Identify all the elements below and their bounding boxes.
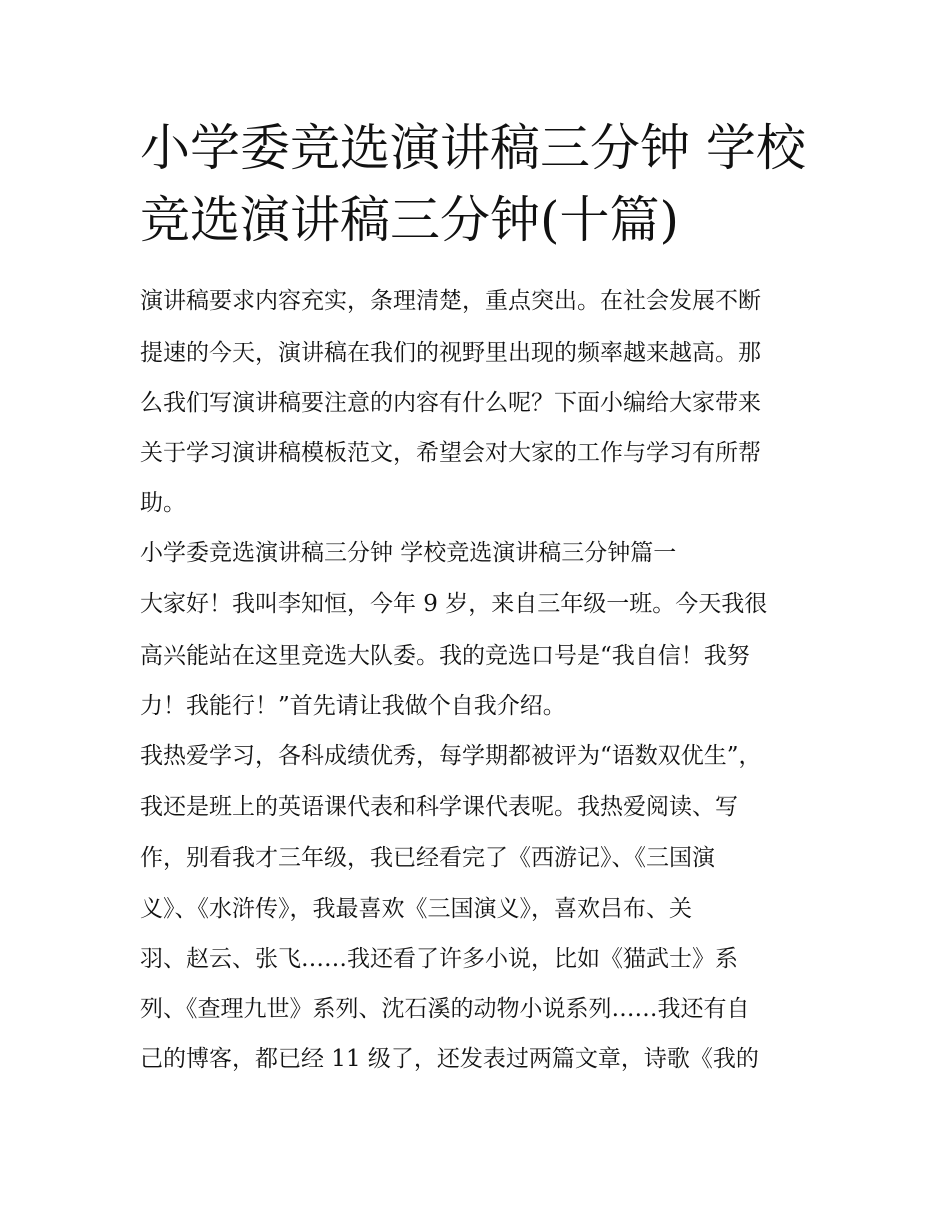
intro-line-4: 关于学习演讲稿模板范文，希望会对大家的工作与学习有所帮 [140, 440, 761, 466]
paragraph2-line-2: 我还是班上的英语课代表和科学课代表呢。我热爱阅读、写 [140, 794, 738, 820]
title-line-2: 竞选演讲稿三分钟(十篇) [140, 191, 680, 249]
intro-line-1: 演讲稿要求内容充实，条理清楚，重点突出。在社会发展不断 [140, 288, 761, 314]
intro-line-3: 么我们写演讲稿要注意的内容有什么呢？下面小编给大家带来 [140, 390, 761, 416]
document-title [140, 112, 830, 256]
title-line-1: 小学委竞选演讲稿三分钟 学校 [140, 119, 806, 177]
section-heading: 小学委竞选演讲稿三分钟 学校竞选演讲稿三分钟篇一 [140, 540, 677, 566]
paragraph2-line-5: 羽、赵云、张飞……我还看了许多小说，比如《猫武士》系 [140, 946, 738, 972]
paragraph2-line-1: 我热爱学习，各科成绩优秀，每学期都被评为“语数双优生”， [140, 743, 762, 769]
paragraph2-line-6: 列、《查理九世》系列、沈石溪的动物小说系列……我还有自 [140, 996, 750, 1022]
paragraph2-line-7: 己的博客，都已经 11 级了，还发表过两篇文章，诗歌《我的 [140, 1046, 759, 1072]
paragraph2-line-4: 义》、《水浒传》，我最喜欢《三国演义》，喜欢吕布、关 [140, 896, 692, 922]
paragraph2-line-3: 作，别看我才三年级，我已经看完了《西游记》、《三国演 [140, 845, 715, 871]
intro-line-2: 提速的今天，演讲稿在我们的视野里出现的频率越来越高。那 [140, 340, 761, 366]
paragraph1-line-1: 大家好！我叫李知恒，今年 9 岁，来自三年级一班。今天我很 [140, 591, 768, 617]
intro-line-5: 助。 [140, 490, 186, 516]
paragraph1-line-2: 高兴能站在这里竞选大队委。我的竞选口号是“我自信！我努 [140, 643, 750, 669]
paragraph1-line-3: 力！我能行！”首先请让我做个自我介绍。 [140, 693, 566, 719]
